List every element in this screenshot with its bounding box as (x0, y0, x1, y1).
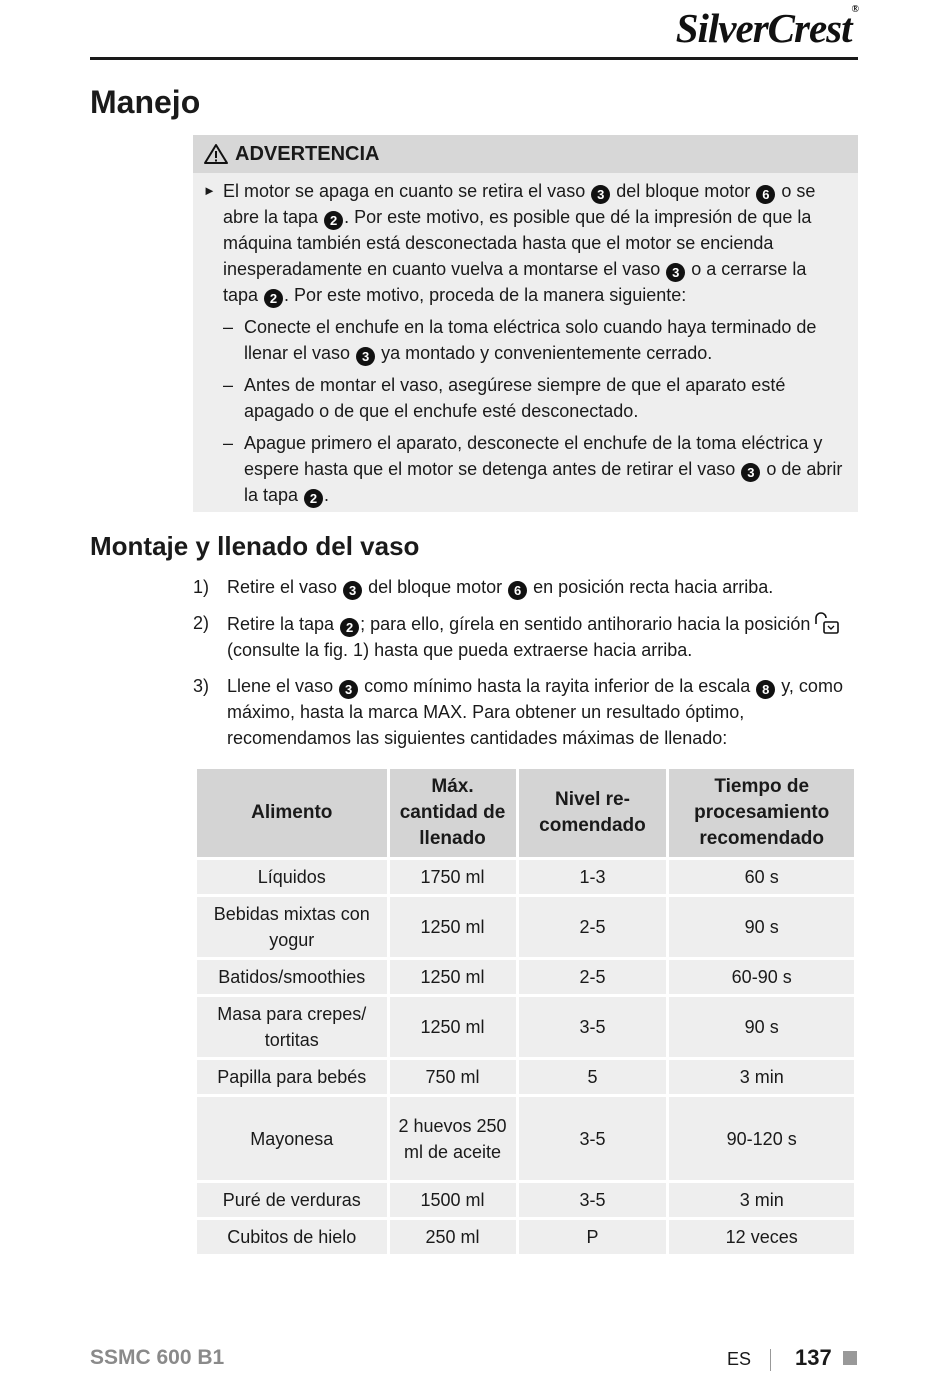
warning-icon (203, 143, 229, 165)
warning-header (193, 135, 858, 173)
footer-model: SSMC 600 B1 (90, 1346, 225, 1369)
table-cell: 3-5 (517, 996, 668, 1059)
step-item: 3) Llene el vaso 3 como mínimo hasta la rayita inferior de la escala 8 y, como máximo, hasta la marca MAX. Para obtener un resultado óptimo, recomendamos las siguientes cantidades máximas de llenado: (193, 676, 843, 748)
table-cell: 12 veces (668, 1219, 856, 1256)
table-header-row (196, 768, 856, 859)
brand-logo: SilverCrest® (675, 4, 858, 51)
table-cell: 3-5 (517, 1182, 668, 1219)
table-cell: 90 s (668, 996, 856, 1059)
part-number-badge: 3 (356, 347, 375, 366)
part-number-badge: 2 (324, 211, 343, 230)
table-cell: 90 s (668, 896, 856, 959)
warning-intro: ► El motor se apaga en cuanto se retira el vaso 3 del bloque motor 6 o se abre la tapa 2 . Por este motivo, es posible que dé la impresión de que la máquina también está desconectada hasta que el motor se encienda inesperadamente en cuanto vuelva a montarse el vaso 3 o a cerrarse la tapa 2 . Por este motivo, proceda de la manera siguiente: (203, 178, 846, 308)
unlock-position-icon (810, 610, 844, 636)
table-cell: 3 min (668, 1059, 856, 1096)
table-cell: 2 huevos 250 ml de aceite (388, 1096, 517, 1182)
table-cell: 750 ml (388, 1059, 517, 1096)
part-number-badge: 6 (756, 185, 775, 204)
part-number-badge: 3 (591, 185, 610, 204)
table-cell: Papilla para bebés (196, 1059, 389, 1096)
table-row (196, 1059, 856, 1096)
subsection-title: Montaje y llenado del vaso (90, 531, 420, 561)
table-row (196, 896, 856, 959)
part-number-badge: 3 (666, 263, 685, 282)
arrow-bullet-icon: ► (203, 183, 216, 198)
table-cell: 1250 ml (388, 996, 517, 1059)
warning-box (193, 135, 858, 512)
dash-bullet: – (223, 433, 234, 453)
warning-label: ADVERTENCIA (235, 142, 380, 165)
page-number: 137 (795, 1345, 832, 1370)
table-cell: Cubitos de hielo (196, 1219, 389, 1256)
part-number-badge: 2 (264, 289, 283, 308)
table-cell: 3 min (668, 1182, 856, 1219)
table-cell: Líquidos (196, 859, 389, 896)
footer-divider (770, 1349, 771, 1371)
table-cell: P (517, 1219, 668, 1256)
table-cell: 1500 ml (388, 1182, 517, 1219)
table-cell: 250 ml (388, 1219, 517, 1256)
table-cell: 60 s (668, 859, 856, 896)
table-cell: 2-5 (517, 896, 668, 959)
fill-quantity-table (194, 766, 857, 1257)
table-cell: 90-120 s (668, 1096, 856, 1182)
part-number-badge: 3 (339, 680, 358, 699)
square-marker-icon (843, 1351, 857, 1365)
table-cell: 3-5 (517, 1096, 668, 1182)
table-cell: 1750 ml (388, 859, 517, 896)
table-cell: Puré de verduras (196, 1182, 389, 1219)
column-header: Tiempo de procesamiento recomendado (668, 768, 856, 859)
table-cell: 1250 ml (388, 896, 517, 959)
table-cell: Batidos/smoothies (196, 959, 389, 996)
dash-bullet: – (223, 375, 234, 395)
table-cell: 1250 ml (388, 959, 517, 996)
step-item: 1) Retire el vaso 3 del bloque motor 6 en posición recta hacia arriba. (193, 577, 774, 598)
table-cell: 60-90 s (668, 959, 856, 996)
warning-list-item: – Apague primero el aparato, desconecte el enchufe de la toma eléctrica y espere hasta que el motor se detenga antes de retirar el vaso 3 o de abrir la tapa 2 . (223, 430, 846, 508)
part-number-badge: 3 (741, 463, 760, 482)
table-row (196, 996, 856, 1059)
table-row (196, 859, 856, 896)
table-cell: Mayonesa (196, 1096, 389, 1182)
part-number-badge: 6 (508, 581, 527, 600)
table-cell: 1-3 (517, 859, 668, 896)
column-header: Nivel re-comendado (517, 768, 668, 859)
part-number-badge: 3 (343, 581, 362, 600)
warning-list (203, 314, 846, 508)
table-row (196, 1182, 856, 1219)
table-cell: 2-5 (517, 959, 668, 996)
part-number-badge: 2 (304, 489, 323, 508)
section-title: Manejo (90, 84, 201, 120)
warning-list-item: – Conecte el enchufe en la toma eléctrica solo cuando haya terminado de llenar el vaso 3 ya montado y convenientemente cerrado. (223, 314, 846, 366)
warning-list-item: – Antes de montar el vaso, asegúrese siempre de que el aparato esté apagado o de que el enchufe esté desconectado. (223, 372, 846, 424)
footer-language: ES (727, 1349, 752, 1369)
table-row (196, 959, 856, 996)
part-number-badge: 2 (340, 618, 359, 637)
part-number-badge: 8 (756, 680, 775, 699)
dash-bullet: – (223, 317, 234, 337)
step-item: 2) Retire la tapa 2 ; para ello, gírela en sentido antihorario hacia la posición (consulte la fig. 1) hasta que pueda extraerse hacia arriba. (193, 610, 853, 663)
steps-list (193, 574, 853, 761)
table-cell: 5 (517, 1059, 668, 1096)
table-cell: Bebidas mixtas con yogur (196, 896, 389, 959)
table-row (196, 1096, 856, 1182)
header-rule (90, 57, 858, 60)
column-header: Alimento (196, 768, 389, 859)
table-row (196, 1219, 856, 1256)
table-cell: Masa para crepes/ tortitas (196, 996, 389, 1059)
column-header: Máx. cantidad de llenado (388, 768, 517, 859)
